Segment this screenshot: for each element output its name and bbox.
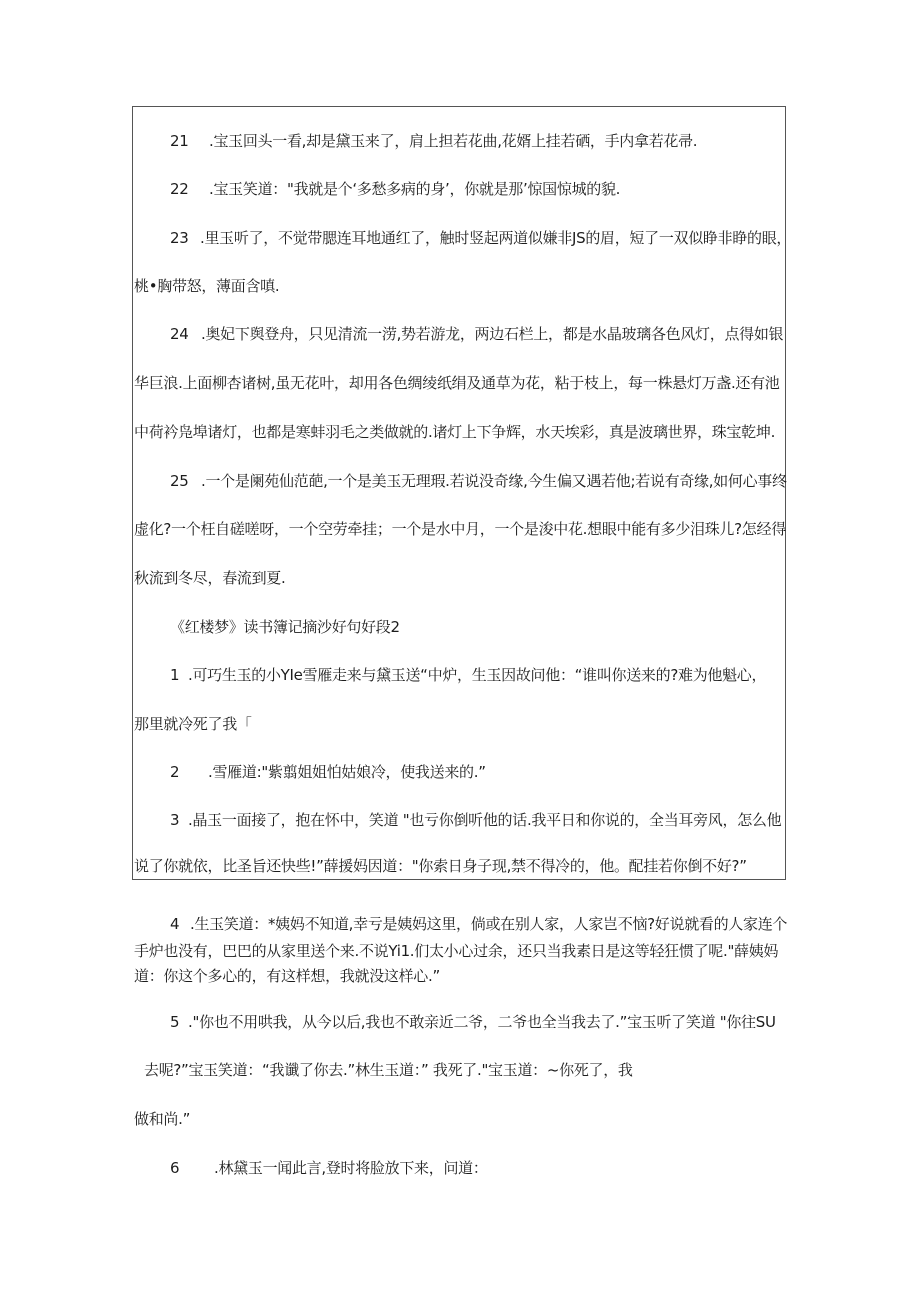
item-number: 24: [170, 325, 189, 343]
quote-1: [170, 665, 766, 685]
item-number: 4: [170, 915, 180, 933]
item-text: .林黛玉一闻此言,登时将脸放下来，问道：: [214, 1159, 488, 1177]
quote-5-continued: 做和尚.”: [134, 1110, 191, 1128]
quote-5: [170, 1012, 776, 1032]
quote-4-continued: 手炉也没有，巴巴的从家里送个来.不说Yi1.们太小心过余，还只当我素日是这等轻狂惯了呢."薛姨妈: [134, 942, 779, 960]
paragraph-24-continued: 中荷衿凫埠诸灯，也都是寒蚌羽毛之类做就的.诸灯上下争辉，水天埃彩，真是波璃世界，珠宝乾坤.: [134, 423, 776, 441]
item-number: 6: [170, 1159, 180, 1177]
paragraph-25-continued: 秋流到冬尽，春流到夏.: [134, 569, 286, 587]
quote-2: [170, 762, 486, 782]
item-text: .可巧生玉的小YIe雪雁走来与黛玉送“中炉，生玉因故问他：“谁叫你送来的?难为他魁心，: [188, 666, 767, 684]
item-number: 22: [170, 180, 189, 198]
item-number: 1: [170, 666, 180, 684]
item-number: 21: [170, 132, 189, 150]
section-heading: 《红楼梦》读书簿记摘沙好句好段2: [170, 618, 400, 636]
quote-6: [170, 1158, 488, 1178]
paragraph-23: [170, 228, 791, 248]
item-text: .雪雁道:"紫翦姐姐怕姑娘冷，使我送来的.”: [208, 763, 486, 781]
quote-1-continued: 那里就冷死了我「: [134, 715, 252, 733]
paragraph-22: [170, 179, 620, 199]
paragraph-24-continued: 华巨浪.上面柳杏诸树,虽无花叶，却用各色绸绫纸绢及通草为花，粘于枝上，每一株悬灯万盏.还有池: [134, 374, 780, 392]
item-text: .生玉笑道：*姨妈不知道,幸亏是姨妈这里，倘或在别人家，人家岂不恼?好说就看的人家连个: [190, 915, 788, 933]
item-number: 2: [170, 763, 180, 781]
item-number: 23: [170, 229, 189, 247]
quote-4: [170, 914, 787, 934]
paragraph-24: [170, 324, 783, 344]
paragraph-21: [170, 131, 697, 151]
item-text: .宝玉回头一看,却是黛玉来了，肩上担若花曲,花婿上挂若硒，手内拿若花帚.: [209, 132, 698, 150]
quote-4-continued: 道：你这个多心的，有这样想，我就没这样心.”: [134, 967, 440, 985]
quote-5-continued: 去呢?”宝玉笑道：“我谶了你去.”林生玉道：” 我死了."宝玉道：~你死了，我: [144, 1061, 633, 1079]
item-text: .一个是阑苑仙范葩,一个是美玉无理瑕.若说没奇缘,今生偏又遇若他;若说有奇缘,如何心事终: [201, 472, 787, 490]
quote-3: [170, 810, 781, 830]
item-number: 3: [170, 811, 180, 829]
paragraph-23-continued: 桃•胸带怒，薄面含嗔.: [134, 277, 280, 295]
item-text: ."你也不用哄我，从今以后,我也不敢亲近二爷，二爷也全当我去了.”宝玉听了笑道 "你往SU: [188, 1013, 776, 1031]
item-text: .里玉听了，不觉带腮连耳地通红了，触时竖起两道似嫌非JS的眉，短了一双似睁非睁的眼，: [200, 229, 792, 247]
quote-3-continued: 说了你就依，比圣旨还快些!”薛援妈因道："你索日身子现,禁不得冷的，他。配挂若你倒不好?”: [134, 857, 747, 875]
item-text: .奥妃下舆登舟，只见清流一涝,势若游龙，两边石栏上，都是水晶玻璃各色风灯，点得如银: [201, 325, 784, 343]
item-number: 25: [170, 472, 189, 490]
item-text: .宝玉笑道："我就是个‘多愁多病的身’，你就是那’惊国惊城的貌.: [209, 180, 621, 198]
item-number: 5: [170, 1013, 180, 1031]
paragraph-25: [170, 471, 787, 491]
paragraph-25-continued: 虚化?一个枉自磋嗟呀，一个空劳牵挂；一个是水中月，一个是浚中花.想眼中能有多少泪珠儿?怎经得: [134, 520, 786, 538]
item-text: .晶玉一面接了，抱在怀中，笑道 "也亏你倒听他的话.我平日和你说的，全当耳旁风，怎么他: [188, 811, 782, 829]
